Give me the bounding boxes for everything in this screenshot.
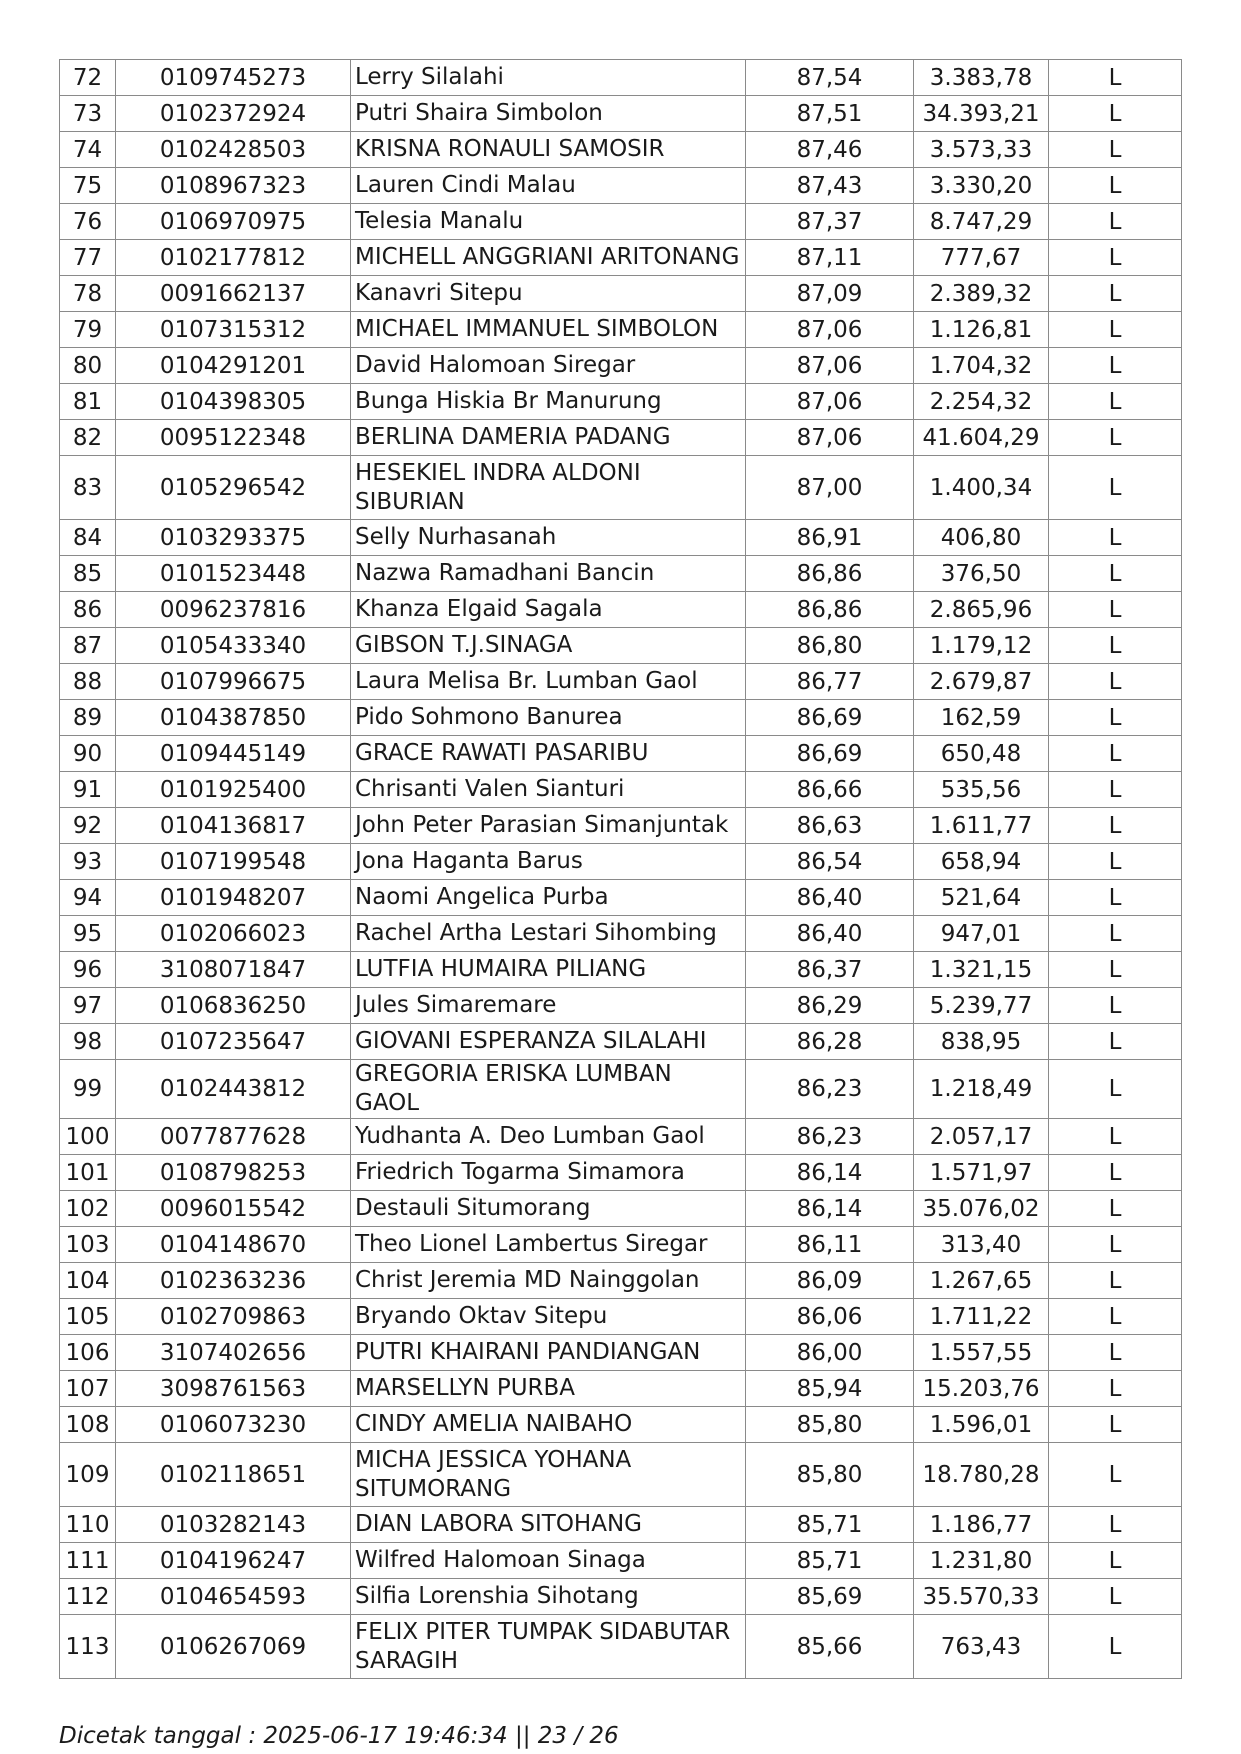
row-number: 86 [60, 592, 116, 628]
row-name: FELIX PITER TUMPAK SIDABUTAR SARAGIH [351, 1615, 746, 1679]
row-value: 1.571,97 [914, 1155, 1049, 1191]
row-id: 0109445149 [116, 736, 351, 772]
row-name: Telesia Manalu [351, 204, 746, 240]
row-score: 85,80 [746, 1407, 914, 1443]
row-name: KRISNA RONAULI SAMOSIR [351, 132, 746, 168]
row-name: Destauli Situmorang [351, 1191, 746, 1227]
row-number: 80 [60, 348, 116, 384]
table-row [60, 96, 1182, 132]
row-id: 0105433340 [116, 628, 351, 664]
row-value: 763,43 [914, 1615, 1049, 1679]
row-score: 86,80 [746, 628, 914, 664]
row-status: L [1049, 664, 1182, 700]
row-name: DIAN LABORA SITOHANG [351, 1507, 746, 1543]
row-score: 86,69 [746, 736, 914, 772]
row-id: 0096237816 [116, 592, 351, 628]
row-id: 0102177812 [116, 240, 351, 276]
row-name: MICHELL ANGGRIANI ARITONANG [351, 240, 746, 276]
row-id: 0107199548 [116, 844, 351, 880]
row-name: GREGORIA ERISKA LUMBAN GAOL [351, 1060, 746, 1119]
row-number: 75 [60, 168, 116, 204]
row-score: 87,00 [746, 456, 914, 520]
row-status: L [1049, 1024, 1182, 1060]
table-row [60, 1060, 1182, 1119]
row-id: 3098761563 [116, 1371, 351, 1407]
row-value: 18.780,28 [914, 1443, 1049, 1507]
row-number: 100 [60, 1119, 116, 1155]
row-number: 92 [60, 808, 116, 844]
row-score: 85,66 [746, 1615, 914, 1679]
table-row [60, 1543, 1182, 1579]
row-score: 86,37 [746, 952, 914, 988]
table-row [60, 384, 1182, 420]
row-name: Nazwa Ramadhani Bancin [351, 556, 746, 592]
row-score: 85,71 [746, 1543, 914, 1579]
table-row [60, 772, 1182, 808]
row-number: 88 [60, 664, 116, 700]
table-row [60, 1299, 1182, 1335]
row-name: Jules Simaremare [351, 988, 746, 1024]
row-score: 87,37 [746, 204, 914, 240]
row-number: 97 [60, 988, 116, 1024]
table-row [60, 1227, 1182, 1263]
row-status: L [1049, 844, 1182, 880]
row-value: 650,48 [914, 736, 1049, 772]
row-score: 87,06 [746, 384, 914, 420]
row-status: L [1049, 628, 1182, 664]
row-id: 0107315312 [116, 312, 351, 348]
row-number: 82 [60, 420, 116, 456]
row-score: 86,23 [746, 1060, 914, 1119]
row-status: L [1049, 1543, 1182, 1579]
row-score: 86,06 [746, 1299, 914, 1335]
row-score: 86,09 [746, 1263, 914, 1299]
row-score: 87,06 [746, 312, 914, 348]
table-row [60, 1615, 1182, 1679]
row-score: 86,86 [746, 556, 914, 592]
row-name: GIOVANI ESPERANZA SILALAHI [351, 1024, 746, 1060]
row-status: L [1049, 556, 1182, 592]
row-number: 72 [60, 60, 116, 96]
row-score: 86,40 [746, 916, 914, 952]
row-id: 0101925400 [116, 772, 351, 808]
row-id: 0102428503 [116, 132, 351, 168]
row-status: L [1049, 1060, 1182, 1119]
row-value: 1.704,32 [914, 348, 1049, 384]
row-name: Kanavri Sitepu [351, 276, 746, 312]
row-value: 5.239,77 [914, 988, 1049, 1024]
table-row [60, 348, 1182, 384]
row-score: 86,00 [746, 1335, 914, 1371]
row-name: Rachel Artha Lestari Sihombing [351, 916, 746, 952]
row-id: 0106970975 [116, 204, 351, 240]
row-name: Naomi Angelica Purba [351, 880, 746, 916]
row-id: 0102372924 [116, 96, 351, 132]
table-row [60, 1155, 1182, 1191]
row-name: MARSELLYN PURBA [351, 1371, 746, 1407]
row-id: 0102363236 [116, 1263, 351, 1299]
row-name: Lerry Silalahi [351, 60, 746, 96]
row-name: Christ Jeremia MD Nainggolan [351, 1263, 746, 1299]
row-id: 3107402656 [116, 1335, 351, 1371]
row-score: 86,69 [746, 700, 914, 736]
row-score: 86,40 [746, 880, 914, 916]
row-number: 87 [60, 628, 116, 664]
row-value: 35.570,33 [914, 1579, 1049, 1615]
row-value: 1.218,49 [914, 1060, 1049, 1119]
row-name: HESEKIEL INDRA ALDONI SIBURIAN [351, 456, 746, 520]
table-row [60, 1191, 1182, 1227]
row-name: Friedrich Togarma Simamora [351, 1155, 746, 1191]
row-number: 83 [60, 456, 116, 520]
row-number: 91 [60, 772, 116, 808]
table-row [60, 204, 1182, 240]
row-number: 108 [60, 1407, 116, 1443]
row-status: L [1049, 808, 1182, 844]
row-value: 947,01 [914, 916, 1049, 952]
row-name: MICHAEL IMMANUEL SIMBOLON [351, 312, 746, 348]
row-score: 86,63 [746, 808, 914, 844]
row-name: LUTFIA HUMAIRA PILIANG [351, 952, 746, 988]
row-name: Selly Nurhasanah [351, 520, 746, 556]
row-number: 84 [60, 520, 116, 556]
row-number: 111 [60, 1543, 116, 1579]
row-number: 79 [60, 312, 116, 348]
row-score: 85,94 [746, 1371, 914, 1407]
row-status: L [1049, 204, 1182, 240]
table-row [60, 1407, 1182, 1443]
row-value: 1.596,01 [914, 1407, 1049, 1443]
table-row [60, 276, 1182, 312]
row-score: 87,43 [746, 168, 914, 204]
table-row [60, 664, 1182, 700]
row-name: Wilfred Halomoan Sinaga [351, 1543, 746, 1579]
row-value: 1.179,12 [914, 628, 1049, 664]
table-row [60, 240, 1182, 276]
row-id: 0109745273 [116, 60, 351, 96]
table-row [60, 168, 1182, 204]
row-value: 777,67 [914, 240, 1049, 276]
row-id: 0106267069 [116, 1615, 351, 1679]
row-id: 0102118651 [116, 1443, 351, 1507]
row-id: 0104148670 [116, 1227, 351, 1263]
row-status: L [1049, 420, 1182, 456]
row-score: 87,46 [746, 132, 914, 168]
row-name: Silfia Lorenshia Sihotang [351, 1579, 746, 1615]
row-id: 0104196247 [116, 1543, 351, 1579]
table-row [60, 556, 1182, 592]
row-value: 535,56 [914, 772, 1049, 808]
row-number: 94 [60, 880, 116, 916]
row-value: 1.711,22 [914, 1299, 1049, 1335]
row-status: L [1049, 772, 1182, 808]
row-id: 0107235647 [116, 1024, 351, 1060]
row-value: 41.604,29 [914, 420, 1049, 456]
row-score: 86,29 [746, 988, 914, 1024]
row-id: 0095122348 [116, 420, 351, 456]
row-name: CINDY AMELIA NAIBAHO [351, 1407, 746, 1443]
row-score: 86,11 [746, 1227, 914, 1263]
row-number: 89 [60, 700, 116, 736]
row-id: 0101523448 [116, 556, 351, 592]
row-name: GIBSON T.J.SINAGA [351, 628, 746, 664]
table-row [60, 1263, 1182, 1299]
row-number: 74 [60, 132, 116, 168]
row-value: 2.679,87 [914, 664, 1049, 700]
row-name: PUTRI KHAIRANI PANDIANGAN [351, 1335, 746, 1371]
row-id: 0104654593 [116, 1579, 351, 1615]
row-status: L [1049, 1155, 1182, 1191]
table-row [60, 808, 1182, 844]
table-row [60, 628, 1182, 664]
row-value: 521,64 [914, 880, 1049, 916]
row-value: 3.330,20 [914, 168, 1049, 204]
row-number: 110 [60, 1507, 116, 1543]
table-row [60, 132, 1182, 168]
row-id: 0106836250 [116, 988, 351, 1024]
table-row [60, 592, 1182, 628]
row-score: 87,54 [746, 60, 914, 96]
row-name: GRACE RAWATI PASARIBU [351, 736, 746, 772]
row-value: 8.747,29 [914, 204, 1049, 240]
row-value: 658,94 [914, 844, 1049, 880]
table-row [60, 1579, 1182, 1615]
row-status: L [1049, 1615, 1182, 1679]
row-id: 0102443812 [116, 1060, 351, 1119]
row-score: 87,51 [746, 96, 914, 132]
table-row [60, 456, 1182, 520]
results-table-body [60, 60, 1182, 1679]
row-number: 77 [60, 240, 116, 276]
row-status: L [1049, 348, 1182, 384]
row-name: Chrisanti Valen Sianturi [351, 772, 746, 808]
results-sheet [59, 59, 1181, 1679]
row-number: 98 [60, 1024, 116, 1060]
row-id: 0102066023 [116, 916, 351, 952]
table-row [60, 1443, 1182, 1507]
row-value: 1.321,15 [914, 952, 1049, 988]
row-value: 2.389,32 [914, 276, 1049, 312]
row-status: L [1049, 1507, 1182, 1543]
row-value: 406,80 [914, 520, 1049, 556]
row-value: 2.865,96 [914, 592, 1049, 628]
row-score: 85,71 [746, 1507, 914, 1543]
row-name: Pido Sohmono Banurea [351, 700, 746, 736]
row-score: 87,11 [746, 240, 914, 276]
row-name: Jona Haganta Barus [351, 844, 746, 880]
row-id: 0102709863 [116, 1299, 351, 1335]
row-number: 107 [60, 1371, 116, 1407]
row-number: 81 [60, 384, 116, 420]
table-row [60, 916, 1182, 952]
row-number: 76 [60, 204, 116, 240]
row-status: L [1049, 60, 1182, 96]
row-number: 112 [60, 1579, 116, 1615]
row-status: L [1049, 1227, 1182, 1263]
row-value: 3.573,33 [914, 132, 1049, 168]
table-row [60, 880, 1182, 916]
row-value: 1.267,65 [914, 1263, 1049, 1299]
row-number: 85 [60, 556, 116, 592]
row-number: 93 [60, 844, 116, 880]
row-id: 0077877628 [116, 1119, 351, 1155]
row-number: 104 [60, 1263, 116, 1299]
row-id: 0108967323 [116, 168, 351, 204]
row-number: 90 [60, 736, 116, 772]
row-number: 99 [60, 1060, 116, 1119]
row-number: 103 [60, 1227, 116, 1263]
row-name: David Halomoan Siregar [351, 348, 746, 384]
row-score: 85,80 [746, 1443, 914, 1507]
row-name: BERLINA DAMERIA PADANG [351, 420, 746, 456]
table-row [60, 420, 1182, 456]
row-value: 1.126,81 [914, 312, 1049, 348]
row-status: L [1049, 1407, 1182, 1443]
row-number: 73 [60, 96, 116, 132]
row-value: 1.400,34 [914, 456, 1049, 520]
row-number: 101 [60, 1155, 116, 1191]
row-status: L [1049, 1335, 1182, 1371]
row-value: 2.057,17 [914, 1119, 1049, 1155]
row-status: L [1049, 988, 1182, 1024]
row-status: L [1049, 96, 1182, 132]
row-number: 106 [60, 1335, 116, 1371]
row-status: L [1049, 880, 1182, 916]
row-value: 15.203,76 [914, 1371, 1049, 1407]
table-row [60, 1119, 1182, 1155]
print-footer: Dicetak tanggal : 2025-06-17 19:46:34 || 23 / 26 [59, 1723, 619, 1749]
table-row [60, 700, 1182, 736]
row-score: 86,28 [746, 1024, 914, 1060]
row-score: 87,09 [746, 276, 914, 312]
row-status: L [1049, 1119, 1182, 1155]
row-id: 0107996675 [116, 664, 351, 700]
row-score: 87,06 [746, 420, 914, 456]
row-value: 1.231,80 [914, 1543, 1049, 1579]
row-id: 0091662137 [116, 276, 351, 312]
row-status: L [1049, 168, 1182, 204]
row-score: 87,06 [746, 348, 914, 384]
row-value: 1.557,55 [914, 1335, 1049, 1371]
row-score: 86,86 [746, 592, 914, 628]
row-status: L [1049, 1191, 1182, 1227]
row-score: 86,66 [746, 772, 914, 808]
row-status: L [1049, 1263, 1182, 1299]
row-status: L [1049, 1443, 1182, 1507]
row-score: 86,14 [746, 1155, 914, 1191]
row-id: 0103293375 [116, 520, 351, 556]
table-row [60, 988, 1182, 1024]
row-id: 0105296542 [116, 456, 351, 520]
row-number: 95 [60, 916, 116, 952]
row-id: 0104136817 [116, 808, 351, 844]
row-score: 86,14 [746, 1191, 914, 1227]
table-row [60, 736, 1182, 772]
row-status: L [1049, 1579, 1182, 1615]
table-row [60, 952, 1182, 988]
row-value: 2.254,32 [914, 384, 1049, 420]
row-value: 3.383,78 [914, 60, 1049, 96]
row-status: L [1049, 132, 1182, 168]
row-number: 113 [60, 1615, 116, 1679]
row-name: Bryando Oktav Sitepu [351, 1299, 746, 1335]
row-score: 86,54 [746, 844, 914, 880]
row-status: L [1049, 700, 1182, 736]
row-value: 376,50 [914, 556, 1049, 592]
row-status: L [1049, 1299, 1182, 1335]
row-name: Putri Shaira Simbolon [351, 96, 746, 132]
table-row [60, 312, 1182, 348]
row-value: 1.611,77 [914, 808, 1049, 844]
row-number: 105 [60, 1299, 116, 1335]
row-number: 109 [60, 1443, 116, 1507]
row-status: L [1049, 456, 1182, 520]
row-score: 85,69 [746, 1579, 914, 1615]
row-status: L [1049, 952, 1182, 988]
row-status: L [1049, 384, 1182, 420]
row-status: L [1049, 736, 1182, 772]
row-status: L [1049, 240, 1182, 276]
row-status: L [1049, 592, 1182, 628]
row-value: 1.186,77 [914, 1507, 1049, 1543]
row-id: 0104291201 [116, 348, 351, 384]
row-name: Khanza Elgaid Sagala [351, 592, 746, 628]
row-value: 838,95 [914, 1024, 1049, 1060]
results-table [59, 59, 1182, 1679]
table-row [60, 844, 1182, 880]
row-name: Yudhanta A. Deo Lumban Gaol [351, 1119, 746, 1155]
row-name: Theo Lionel Lambertus Siregar [351, 1227, 746, 1263]
row-score: 86,23 [746, 1119, 914, 1155]
row-id: 0104398305 [116, 384, 351, 420]
row-value: 35.076,02 [914, 1191, 1049, 1227]
table-row [60, 60, 1182, 96]
row-id: 0104387850 [116, 700, 351, 736]
row-value: 162,59 [914, 700, 1049, 736]
row-status: L [1049, 1371, 1182, 1407]
row-score: 86,91 [746, 520, 914, 556]
row-name: Lauren Cindi Malau [351, 168, 746, 204]
table-row [60, 1371, 1182, 1407]
row-number: 78 [60, 276, 116, 312]
row-name: John Peter Parasian Simanjuntak [351, 808, 746, 844]
row-name: Bunga Hiskia Br Manurung [351, 384, 746, 420]
row-score: 86,77 [746, 664, 914, 700]
row-number: 96 [60, 952, 116, 988]
row-id: 3108071847 [116, 952, 351, 988]
row-id: 0096015542 [116, 1191, 351, 1227]
row-name: MICHA JESSICA YOHANA SITUMORANG [351, 1443, 746, 1507]
row-value: 34.393,21 [914, 96, 1049, 132]
row-number: 102 [60, 1191, 116, 1227]
row-value: 313,40 [914, 1227, 1049, 1263]
row-name: Laura Melisa Br. Lumban Gaol [351, 664, 746, 700]
table-row [60, 520, 1182, 556]
row-id: 0103282143 [116, 1507, 351, 1543]
table-row [60, 1507, 1182, 1543]
row-status: L [1049, 276, 1182, 312]
row-status: L [1049, 916, 1182, 952]
table-row [60, 1024, 1182, 1060]
row-id: 0108798253 [116, 1155, 351, 1191]
row-id: 0106073230 [116, 1407, 351, 1443]
row-id: 0101948207 [116, 880, 351, 916]
row-status: L [1049, 312, 1182, 348]
table-row [60, 1335, 1182, 1371]
row-status: L [1049, 520, 1182, 556]
